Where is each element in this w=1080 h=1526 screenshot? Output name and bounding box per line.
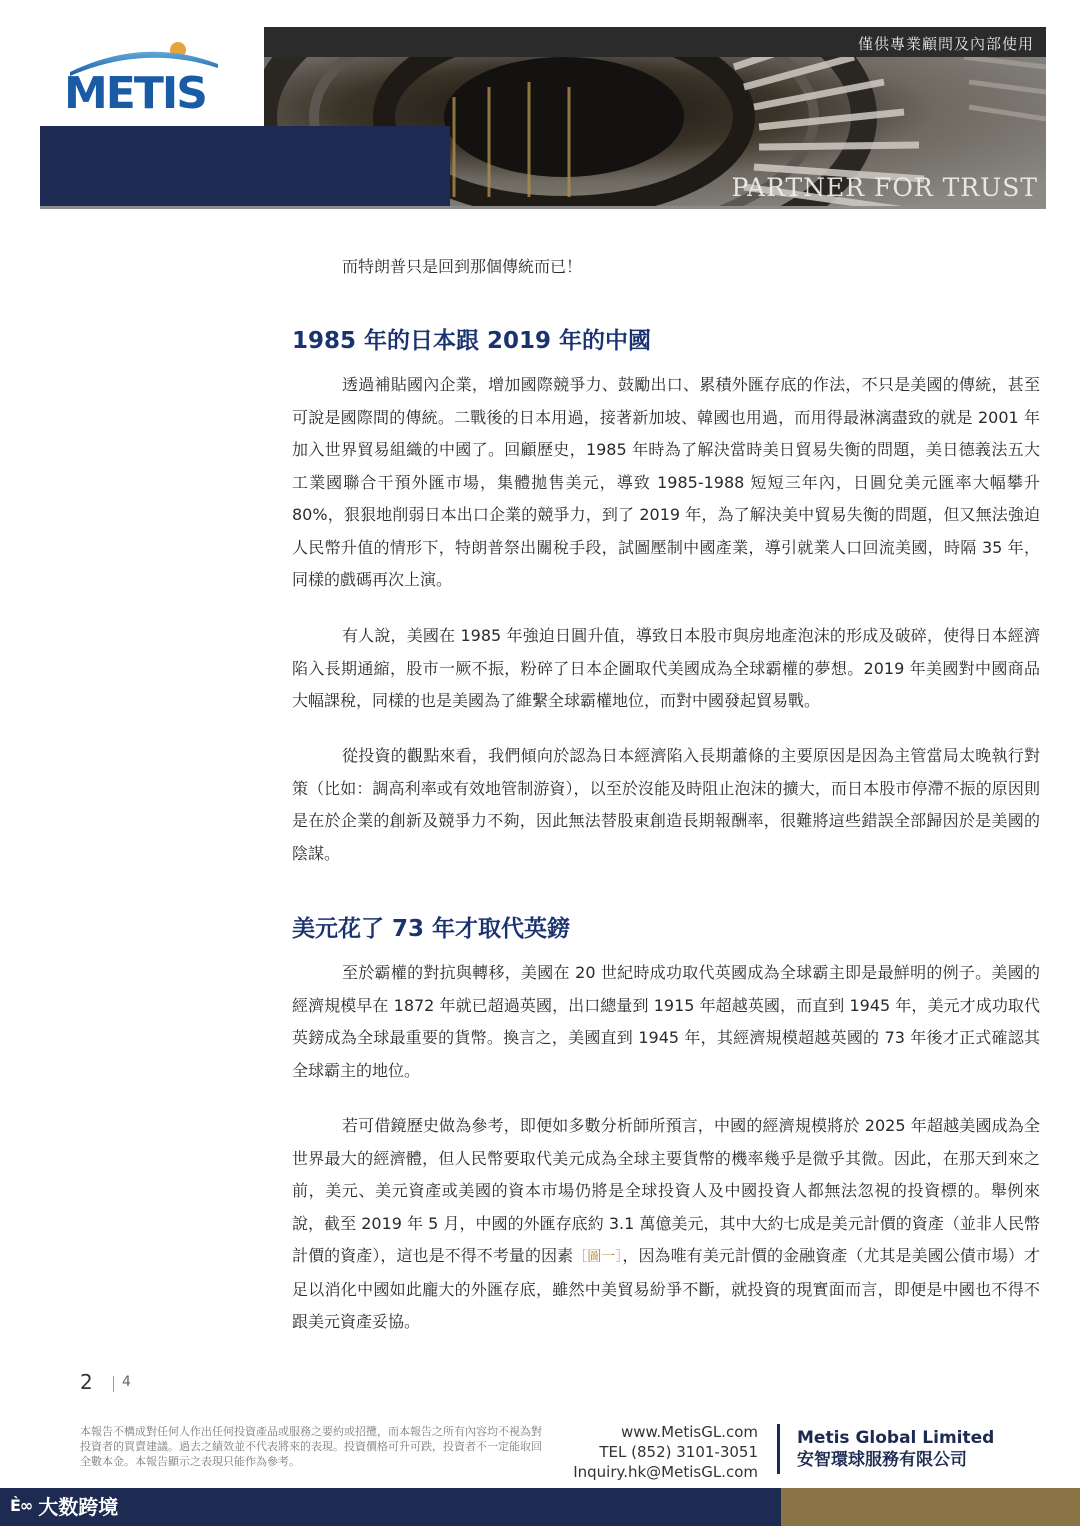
metis-logo — [60, 36, 230, 119]
paragraph-5 — [292, 1110, 1040, 1339]
header-navy-block — [40, 126, 450, 206]
header-divider — [40, 206, 1046, 209]
intro-paragraph: 而特朗普只是回到那個傳統而已！ — [342, 257, 583, 276]
section-heading-japan-china: 1985 年的日本跟 2019 年的中國 — [292, 328, 652, 354]
page-number-separator — [113, 1376, 114, 1392]
watermark — [10, 1491, 118, 1520]
company-name-zh: 安智環球服務有限公司 — [797, 1450, 967, 1470]
watermark-logo-icon: Ѐ∞ — [10, 1496, 33, 1515]
company-name-block — [797, 1427, 994, 1471]
section-heading-dollar-pound: 美元花了 73 年才取代英鎊 — [292, 916, 571, 942]
page-total: 4 — [122, 1374, 131, 1390]
header-band — [264, 27, 1046, 57]
paragraph-5-part-a: 若可借鏡歷史做為參考，即便如多數分析師所預言，中國的經濟規模將於 2025 年超越美國成為全世界最大的經濟體，但人民幣要取代美元成為全球主要貨幣的機率幾乎是微乎其微。因此，在那天到來之前，美元、美元資產或美國的資本市場仍將是全球投資人及中國投資人都無法忽視的投資標的。舉例來說，截至 2019 年 5 月，中國的外匯存底約 3.1 萬億美元，其中大約七成是美元計價的資產（並非人民幣計價的資產），這也是不得不考量的因素 — [292, 1116, 1040, 1265]
paragraph-1: 透過補貼國內企業，增加國際競爭力、鼓勵出口、累積外匯存底的作法，不只是美國的傳統，甚至可說是國際間的傳統。二戰後的日本用過，接著新加坡、韓國也用過，而用得最淋漓盡致的就是 2001 年加入世界貿易組織的中國了。回顧歷史，1985 年時為了解決當時美日貿易失衡的問題，美日德義法五大工業國聯合干預外匯市場，集體拋售美元，導致 1985-1988 短短三年內，日圓兌美元匯率大幅攀升 80%，狠狠地削弱日本出口企業的競爭力，到了 2019 年，為了解決美中貿易失衡的問題，但又無法強迫人民幣升值的情形下，特朗普祭出關稅手段，試圖壓制中國產業，導引就業人口回流美國，時隔 35 年，同樣的戲碼再次上演。 — [292, 375, 1040, 589]
logo-text: METIS — [64, 68, 206, 119]
paragraph-2: 有人說，美國在 1985 年強迫日圓升值，導致日本股市與房地產泡沫的形成及破碎，使得日本經濟陷入長期通縮，股市一厥不振，粉碎了日本企圖取代美國成為全球霸權的夢想。2019 年美國對中國商品大幅課稅，同樣的也是美國為了維繫全球霸權地位，而對中國發起貿易戰。 — [292, 626, 1040, 710]
company-name-en: Metis Global Limited — [797, 1428, 995, 1448]
telephone: TEL (852) 3101-3051 — [599, 1443, 758, 1461]
page-number: 2 — [80, 1370, 93, 1394]
paragraph-4: 至於霸權的對抗與轉移，美國在 20 世紀時成功取代英國成為全球霸主即是最鮮明的例子。美國的經濟規模早在 1872 年就已超過英國，出口總量到 1915 年超越英國，而直到 1945 年，美元才成功取代英鎊成為全球最重要的貨幣。換言之，美國直到 1945 年，其經濟規模超越英國的 73 年後才正式確認其全球霸主的地位。 — [292, 963, 1040, 1080]
internal-use-note: 僅供專業顧問及內部使用 — [857, 35, 1034, 53]
tagline: PARTNER FOR TRUST — [731, 173, 1038, 202]
email-link[interactable]: Inquiry.hk@MetisGL.com — [573, 1463, 758, 1481]
paragraph-5-part-b: ，因為唯有美元計價的金融資產（尤其是美國公債市場）才足以消化中國如此龐大的外匯存底，雖然中美貿易紛爭不斷，就投資的現實面而言，即便是中國也不得不跟美元資產妥協。 — [292, 1246, 1040, 1331]
contact-block — [570, 1422, 758, 1482]
contact-divider — [777, 1424, 780, 1474]
website-link[interactable]: www.MetisGL.com — [620, 1423, 758, 1441]
watermark-text: 大数跨境 — [38, 1495, 119, 1519]
figure-1-reference[interactable]: ［圖一］ — [573, 1249, 623, 1265]
footer-gold-bar — [781, 1488, 1080, 1526]
paragraph-3: 從投資的觀點來看，我們傾向於認為日本經濟陷入長期蕭條的主要原因是因為主管當局太晚執行對策（比如：調高利率或有效地管制游資），以至於沒能及時阻止泡沫的擴大，而日本股市停滯不振的原因則是在於企業的創新及競爭力不夠，因此無法替股東創造長期報酬率，很難將這些錯誤全部歸因於是美國的陰謀。 — [292, 746, 1040, 863]
disclaimer-text: 本報告不構成對任何人作出任何投資產品或服務之要約或招攬，而本報告之所有內容均不視為對投資者的買賣建議。過去之績效並不代表將來的表現。投資價格可升可跌，投資者不一定能取回全數本金。本報告顯示之表現只能作為參考。 — [80, 1425, 542, 1468]
